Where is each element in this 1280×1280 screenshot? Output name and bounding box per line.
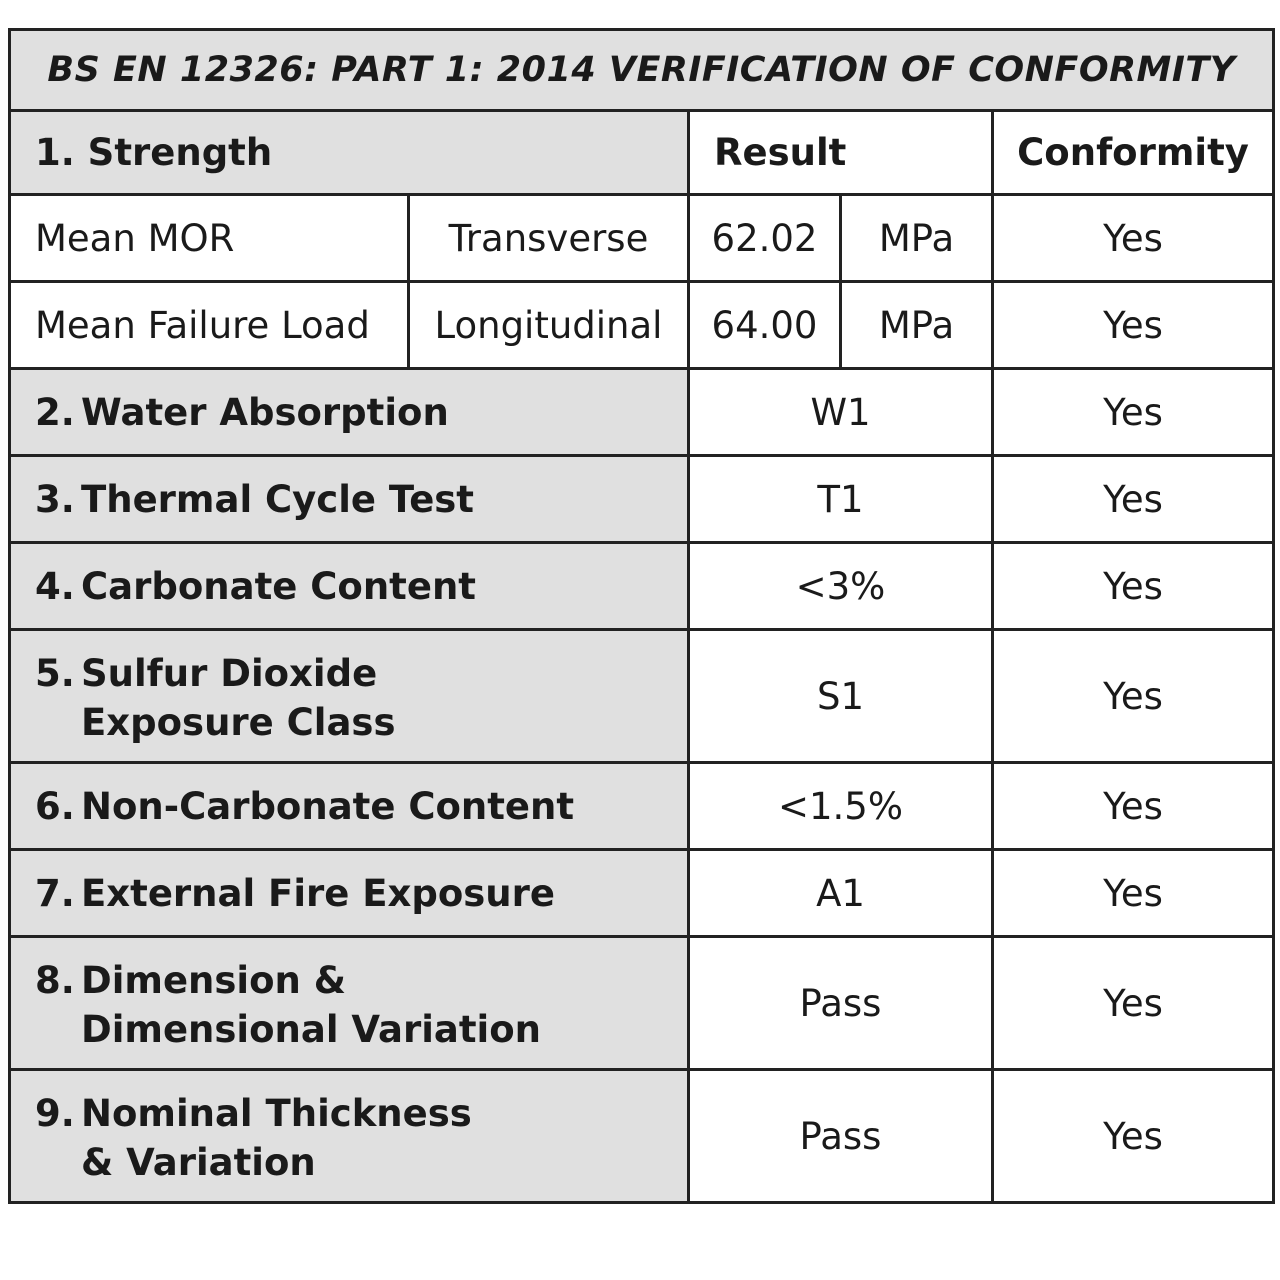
strength-conformity: Yes — [993, 282, 1274, 369]
strength-direction: Transverse — [409, 195, 689, 282]
test-label — [10, 369, 689, 456]
strength-value: 64.00 — [689, 282, 841, 369]
test-result: <1.5% — [689, 763, 993, 850]
test-name: Water Absorption — [81, 390, 449, 434]
test-result: Pass — [689, 937, 993, 1070]
test-label — [10, 937, 689, 1070]
test-row — [10, 850, 1274, 937]
strength-direction: Longitudinal — [409, 282, 689, 369]
test-number: 9. — [35, 1092, 75, 1135]
table-title: BS EN 12326: PART 1: 2014 VERIFICATION OF CONFORMITY — [10, 30, 1274, 111]
strength-unit: MPa — [841, 195, 993, 282]
strength-header: 1. Strength — [10, 111, 689, 195]
test-conformity: Yes — [993, 1070, 1274, 1203]
test-name: Carbonate Content — [81, 564, 476, 608]
test-label — [10, 543, 689, 630]
test-result: T1 — [689, 456, 993, 543]
test-conformity: Yes — [993, 369, 1274, 456]
test-conformity: Yes — [993, 456, 1274, 543]
test-name: Sulfur Dioxide — [81, 652, 378, 695]
strength-measure: Mean Failure Load — [10, 282, 409, 369]
test-name-continued: Exposure Class — [81, 701, 396, 744]
conformity-header: Conformity — [993, 111, 1274, 195]
test-name: Non-Carbonate Content — [81, 784, 575, 828]
test-name: Dimension & — [81, 959, 346, 1002]
test-result: S1 — [689, 630, 993, 763]
test-name-continued: Dimensional Variation — [81, 1008, 541, 1051]
strength-value: 62.02 — [689, 195, 841, 282]
test-result: A1 — [689, 850, 993, 937]
test-label — [10, 850, 689, 937]
test-row — [10, 456, 1274, 543]
test-row — [10, 630, 1274, 763]
strength-unit: MPa — [841, 282, 993, 369]
test-result: W1 — [689, 369, 993, 456]
test-row — [10, 369, 1274, 456]
test-number: 6. — [35, 784, 75, 828]
test-name: External Fire Exposure — [81, 871, 555, 915]
test-row — [10, 763, 1274, 850]
test-result: Pass — [689, 1070, 993, 1203]
test-number: 3. — [35, 477, 75, 521]
test-label — [10, 763, 689, 850]
test-number: 5. — [35, 652, 75, 695]
test-name-continued: & Variation — [81, 1141, 316, 1184]
test-conformity: Yes — [993, 937, 1274, 1070]
test-row — [10, 543, 1274, 630]
conformity-sheet — [8, 28, 1272, 1204]
test-conformity: Yes — [993, 630, 1274, 763]
test-row — [10, 1070, 1274, 1203]
test-number: 8. — [35, 959, 75, 1002]
test-label — [10, 456, 689, 543]
strength-row — [10, 195, 1274, 282]
test-conformity: Yes — [993, 850, 1274, 937]
test-row — [10, 937, 1274, 1070]
test-conformity: Yes — [993, 543, 1274, 630]
conformity-table — [8, 28, 1275, 1204]
test-label — [10, 1070, 689, 1203]
strength-row — [10, 282, 1274, 369]
test-number: 7. — [35, 871, 75, 915]
test-name: Thermal Cycle Test — [81, 477, 474, 521]
test-name: Nominal Thickness — [81, 1092, 472, 1135]
test-number: 4. — [35, 564, 75, 608]
test-result: <3% — [689, 543, 993, 630]
strength-measure: Mean MOR — [10, 195, 409, 282]
result-header: Result — [689, 111, 993, 195]
test-number: 2. — [35, 390, 75, 434]
test-label — [10, 630, 689, 763]
strength-conformity: Yes — [993, 195, 1274, 282]
test-conformity: Yes — [993, 763, 1274, 850]
